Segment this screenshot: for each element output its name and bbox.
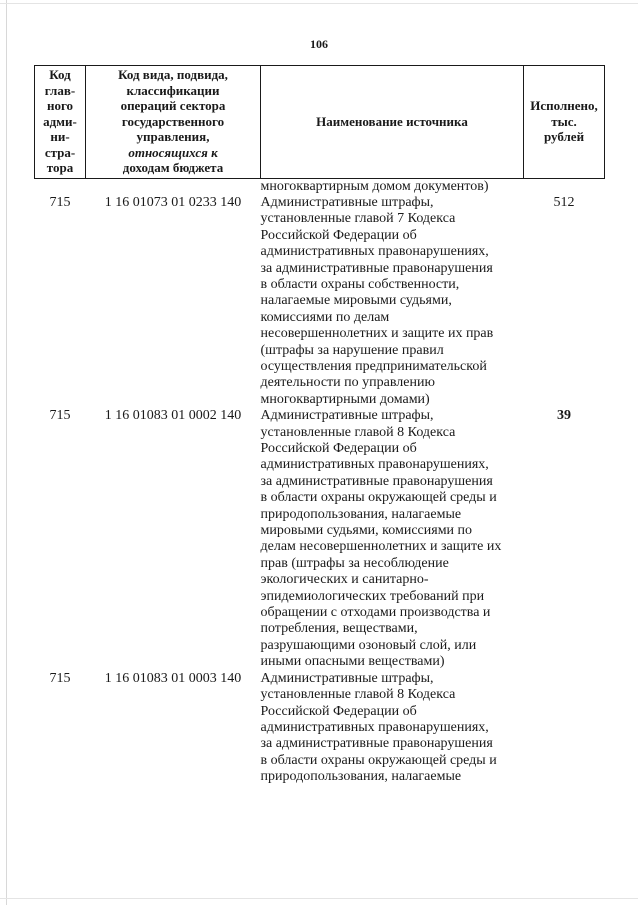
source-name-line: в области охраны окружающей среды и bbox=[260, 490, 497, 506]
source-name-line: установленные главой 8 Кодекса bbox=[260, 687, 456, 703]
header-line: Исполнено, bbox=[530, 98, 598, 113]
source-name-line: Российской Федерации об bbox=[260, 441, 417, 456]
source-name-line: за административные правонарушения bbox=[260, 736, 493, 752]
table-row bbox=[35, 408, 605, 671]
source-name-line: многоквартирным домом документов) bbox=[260, 178, 489, 194]
source-name-line: административных правонарушениях, bbox=[260, 457, 489, 473]
source-name-line: мировыми судьями, комиссиями по bbox=[260, 523, 473, 539]
source-name-cell bbox=[261, 195, 524, 408]
header-line: глав- bbox=[44, 82, 76, 98]
classification-code-cell: 1 16 01073 01 0233 140 bbox=[104, 194, 242, 210]
source-name-cell bbox=[261, 671, 524, 786]
header-executed-amount bbox=[524, 66, 605, 179]
executed-amount-cell bbox=[524, 178, 605, 195]
source-name-line: за административные правонарушения bbox=[260, 473, 493, 489]
source-name-line: экологических и санитарно- bbox=[260, 572, 429, 588]
source-name-line: разрушающими озоновый слой, или bbox=[260, 637, 477, 653]
header-admin-code bbox=[35, 66, 86, 179]
source-name-line: обращении с отходами производства и bbox=[260, 605, 491, 621]
header-row bbox=[35, 66, 605, 179]
admin-code-cell: 715 bbox=[49, 670, 71, 686]
source-name-line: Российской Федерации об bbox=[260, 227, 417, 243]
header-line: адми- bbox=[43, 113, 77, 129]
header-line: доходам бюджета bbox=[122, 160, 224, 175]
source-name-line: деятельности по управлению bbox=[260, 375, 435, 391]
source-name-line: осуществления предпринимательской bbox=[260, 358, 487, 374]
header-line: ного bbox=[46, 98, 74, 113]
admin-code-cell: 715 bbox=[49, 408, 71, 424]
header-line: стра- bbox=[44, 144, 76, 160]
source-name-cell bbox=[261, 408, 524, 671]
table-row bbox=[35, 195, 605, 408]
header-line: классификации bbox=[126, 82, 220, 98]
header-classification-code bbox=[86, 66, 261, 179]
source-name-line: комиссиями по делам bbox=[260, 309, 390, 325]
source-name-line: административных правонарушениях, bbox=[260, 719, 489, 735]
source-name-line: Российской Федерации об bbox=[260, 703, 417, 719]
classification-code-cell: 1 16 01083 01 0002 140 bbox=[104, 408, 242, 424]
table-header bbox=[35, 66, 605, 179]
source-name-line: налагаемые мировыми судьями, bbox=[260, 293, 452, 309]
table-row bbox=[35, 178, 605, 195]
header-line: рублей bbox=[543, 129, 585, 144]
revenue-sources-table bbox=[34, 65, 605, 786]
source-name-line: в области охраны окружающей среды и bbox=[260, 752, 497, 768]
source-name-line: делам несовершеннолетних и защите их bbox=[260, 539, 502, 555]
table-body bbox=[35, 178, 605, 786]
source-name-line: Административные штрафы, bbox=[260, 670, 434, 686]
header-line: Код вида, подвида, bbox=[118, 67, 228, 82]
source-name-line: прав (штрафы за несоблюдение bbox=[260, 555, 449, 571]
source-name-line: Административные штрафы, bbox=[260, 194, 434, 210]
source-name-line: эпидемиологических требований при bbox=[260, 588, 485, 604]
admin-code-cell bbox=[35, 178, 86, 195]
classification-code-cell: 1 16 01083 01 0003 140 bbox=[104, 670, 242, 686]
source-name-line: природопользования, налагаемые bbox=[260, 506, 462, 522]
source-name-line: установленные главой 8 Кодекса bbox=[260, 424, 456, 440]
source-name-line: Административные штрафы, bbox=[260, 408, 434, 424]
header-line: тыс. bbox=[551, 113, 577, 129]
scan-edge bbox=[6, 0, 7, 905]
header-line: ни- bbox=[50, 129, 70, 144]
scan-edge bbox=[0, 3, 638, 4]
header-source-name: Наименование источника bbox=[261, 66, 524, 179]
source-name-line: многоквартирными домами) bbox=[260, 391, 430, 407]
header-line: управления, bbox=[136, 129, 210, 144]
classification-code-cell bbox=[86, 178, 261, 195]
table-row bbox=[35, 671, 605, 786]
source-name-line: в области охраны собственности, bbox=[260, 276, 460, 292]
executed-amount-cell bbox=[524, 671, 605, 786]
source-name-line: иными опасными веществами) bbox=[260, 654, 445, 670]
header-line: тора bbox=[46, 160, 74, 175]
source-name-cell bbox=[261, 178, 524, 195]
scan-edge bbox=[0, 898, 638, 899]
header-line: операций сектора bbox=[120, 98, 226, 113]
header-line: государственного bbox=[121, 113, 225, 129]
source-name-line: (штрафы за нарушение правил bbox=[260, 342, 444, 358]
header-line-italic: относящихся к bbox=[128, 144, 218, 160]
source-name-line: административных правонарушениях, bbox=[260, 244, 489, 260]
source-name-line: потребления, веществами, bbox=[260, 621, 418, 637]
source-name-line: природопользования, налагаемые bbox=[260, 769, 462, 785]
source-name-line: несовершеннолетних и защите их прав bbox=[260, 326, 494, 342]
executed-amount-cell: 512 bbox=[553, 194, 575, 210]
admin-code-cell: 715 bbox=[49, 194, 71, 210]
header-line: Код bbox=[49, 67, 71, 82]
source-name-line: установленные главой 7 Кодекса bbox=[260, 211, 456, 227]
page-number: 106 bbox=[310, 37, 328, 51]
executed-amount-cell: 39 bbox=[557, 408, 571, 424]
source-name-line: за административные правонарушения bbox=[260, 260, 493, 276]
